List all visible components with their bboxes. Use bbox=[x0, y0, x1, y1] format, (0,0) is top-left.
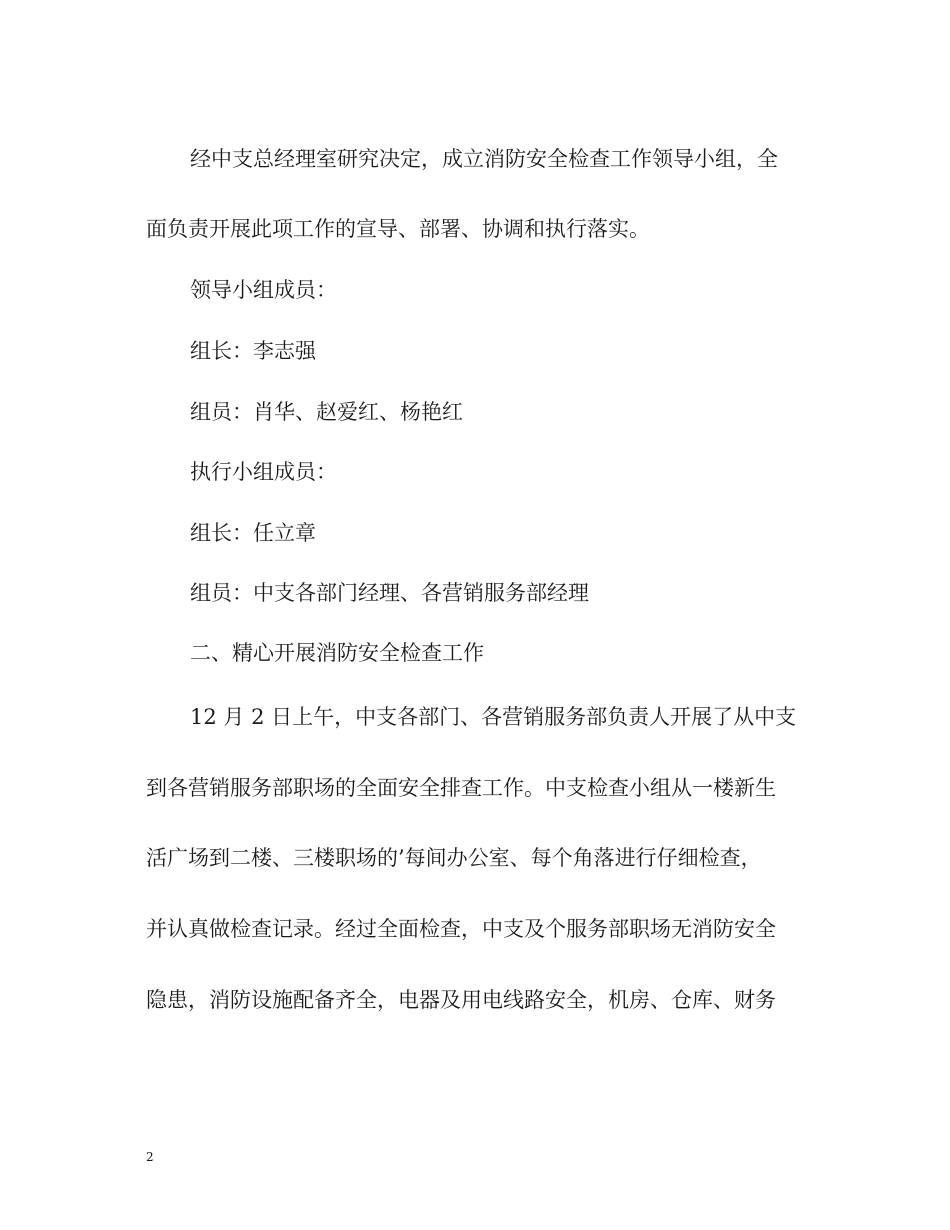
leadership-group-leader: 组长：李志强 bbox=[190, 339, 316, 363]
paragraph-2-line-3: 活广场到二楼、三楼职场的’每间办公室、每个角落进行仔细检查， bbox=[146, 846, 762, 870]
section-heading-2: 二、精心开展消防安全检查工作 bbox=[190, 641, 484, 665]
paragraph-1-line-2: 面负责开展此项工作的宣导、部署、协调和执行落实。 bbox=[146, 217, 650, 241]
paragraph-2-line-1: 12 月 2 日上午，中支各部门、各营销服务部负责人开展了从中支 bbox=[190, 705, 797, 729]
execution-group-leader: 组长：任立章 bbox=[190, 521, 316, 545]
paragraph-2-line-4: 并认真做检查记录。经过全面检查，中支及个服务部职场无消防安全 bbox=[146, 917, 776, 941]
paragraph-2-line-2: 到各营销服务部职场的全面安全排查工作。中支检查小组从一楼新生 bbox=[146, 776, 776, 800]
leadership-group-members: 组员：肖华、赵爱红、杨艳红 bbox=[190, 400, 463, 424]
paragraph-1-line-1: 经中支总经理室研究决定，成立消防安全检查工作领导小组，全 bbox=[190, 147, 778, 171]
execution-group-heading: 执行小组成员： bbox=[190, 460, 337, 484]
paragraph-2-line-5: 隐患，消防设施配备齐全，电器及用电线路安全，机房、仓库、财务 bbox=[146, 988, 776, 1012]
execution-group-members: 组员：中支各部门经理、各营销服务部经理 bbox=[190, 581, 589, 605]
leadership-group-heading: 领导小组成员： bbox=[190, 278, 337, 302]
page-number: 2 bbox=[146, 1150, 154, 1164]
